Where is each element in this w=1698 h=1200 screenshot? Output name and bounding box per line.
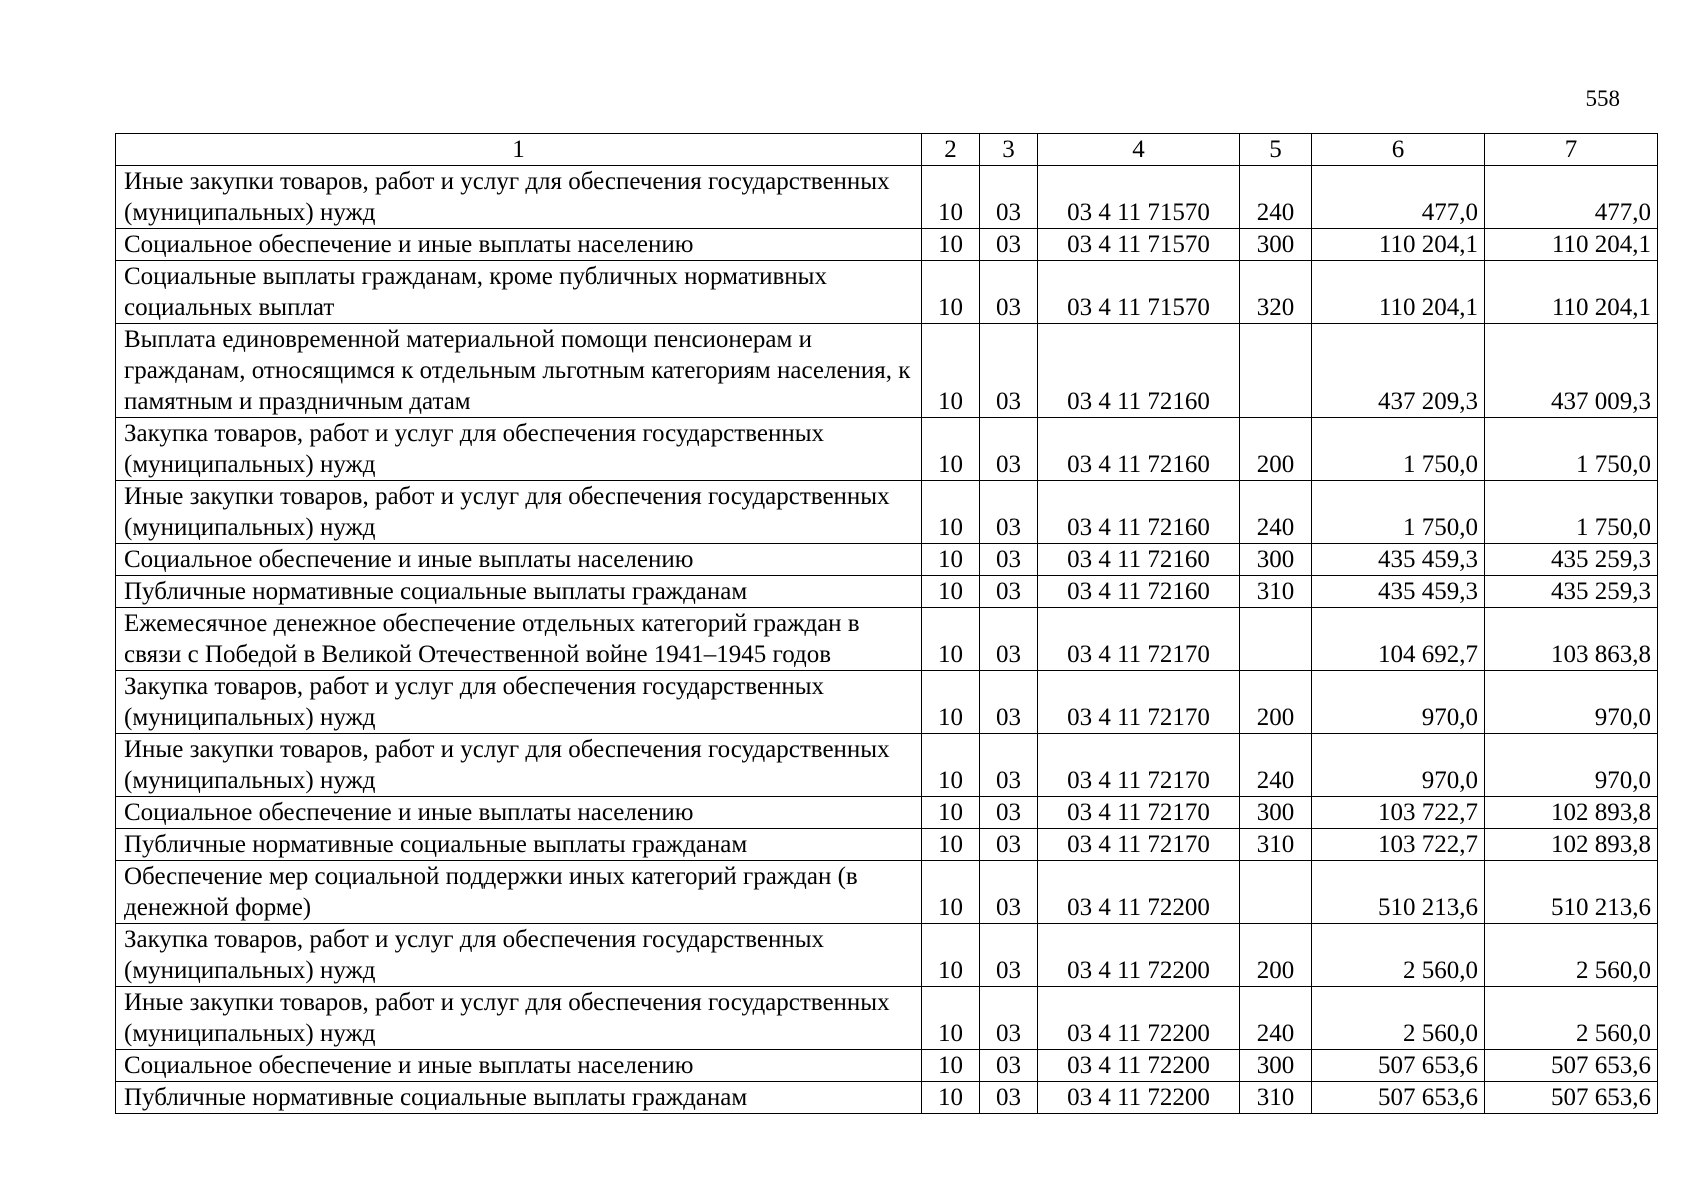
row-expense-type: 310 xyxy=(1240,576,1312,608)
page-number: 558 xyxy=(1585,86,1620,111)
row-name: Иные закупки товаров, работ и услуг для обеспечения государственных (муниципальных) нужд xyxy=(116,987,922,1050)
table-row xyxy=(116,829,1658,861)
table-row xyxy=(116,418,1658,481)
row-target-code: 03 4 11 72160 xyxy=(1038,481,1240,544)
row-section: 10 xyxy=(922,481,980,544)
row-expense-type: 310 xyxy=(1240,1082,1312,1114)
row-name: Социальное обеспечение и иные выплаты населению xyxy=(116,229,922,261)
row-amount-col7: 103 863,8 xyxy=(1485,608,1658,671)
row-section: 10 xyxy=(922,418,980,481)
row-subsection: 03 xyxy=(980,829,1038,861)
table-row xyxy=(116,229,1658,261)
row-amount-col7: 110 204,1 xyxy=(1485,261,1658,324)
row-name: Социальные выплаты гражданам, кроме публичных нормативных социальных выплат xyxy=(116,261,922,324)
row-amount-col6: 103 722,7 xyxy=(1312,797,1485,829)
row-amount-col6: 1 750,0 xyxy=(1312,481,1485,544)
row-amount-col7: 1 750,0 xyxy=(1485,481,1658,544)
row-name: Закупка товаров, работ и услуг для обеспечения государственных (муниципальных) нужд xyxy=(116,924,922,987)
row-section: 10 xyxy=(922,166,980,229)
row-target-code: 03 4 11 72200 xyxy=(1038,1082,1240,1114)
table-row xyxy=(116,261,1658,324)
row-target-code: 03 4 11 72200 xyxy=(1038,987,1240,1050)
row-amount-col7: 510 213,6 xyxy=(1485,861,1658,924)
row-section: 10 xyxy=(922,1082,980,1114)
row-name: Иные закупки товаров, работ и услуг для обеспечения государственных (муниципальных) нужд xyxy=(116,734,922,797)
row-section: 10 xyxy=(922,1050,980,1082)
row-name: Публичные нормативные социальные выплаты гражданам xyxy=(116,576,922,608)
row-name: Закупка товаров, работ и услуг для обеспечения государственных (муниципальных) нужд xyxy=(116,418,922,481)
row-expense-type: 300 xyxy=(1240,1050,1312,1082)
row-target-code: 03 4 11 71570 xyxy=(1038,166,1240,229)
row-amount-col7: 435 259,3 xyxy=(1485,576,1658,608)
row-amount-col6: 437 209,3 xyxy=(1312,324,1485,418)
row-target-code: 03 4 11 71570 xyxy=(1038,229,1240,261)
row-amount-col7: 437 009,3 xyxy=(1485,324,1658,418)
row-amount-col7: 970,0 xyxy=(1485,671,1658,734)
row-name: Публичные нормативные социальные выплаты гражданам xyxy=(116,1082,922,1114)
row-amount-col6: 435 459,3 xyxy=(1312,544,1485,576)
row-section: 10 xyxy=(922,861,980,924)
row-section: 10 xyxy=(922,229,980,261)
row-amount-col6: 2 560,0 xyxy=(1312,987,1485,1050)
row-expense-type: 240 xyxy=(1240,987,1312,1050)
column-header-7: 7 xyxy=(1485,134,1658,166)
table-row xyxy=(116,671,1658,734)
table-row xyxy=(116,324,1658,418)
row-section: 10 xyxy=(922,324,980,418)
row-expense-type xyxy=(1240,861,1312,924)
row-amount-col7: 110 204,1 xyxy=(1485,229,1658,261)
row-section: 10 xyxy=(922,576,980,608)
row-amount-col6: 2 560,0 xyxy=(1312,924,1485,987)
budget-table xyxy=(115,133,1658,1114)
table-row xyxy=(116,576,1658,608)
row-expense-type: 240 xyxy=(1240,481,1312,544)
row-name: Публичные нормативные социальные выплаты гражданам xyxy=(116,829,922,861)
row-expense-type: 240 xyxy=(1240,734,1312,797)
row-target-code: 03 4 11 72160 xyxy=(1038,576,1240,608)
column-header-2: 2 xyxy=(922,134,980,166)
row-expense-type: 300 xyxy=(1240,544,1312,576)
row-expense-type: 320 xyxy=(1240,261,1312,324)
row-amount-col7: 970,0 xyxy=(1485,734,1658,797)
row-amount-col7: 102 893,8 xyxy=(1485,829,1658,861)
row-expense-type: 200 xyxy=(1240,924,1312,987)
row-name: Социальное обеспечение и иные выплаты населению xyxy=(116,1050,922,1082)
row-subsection: 03 xyxy=(980,544,1038,576)
row-subsection: 03 xyxy=(980,576,1038,608)
row-section: 10 xyxy=(922,797,980,829)
row-amount-col7: 1 750,0 xyxy=(1485,418,1658,481)
row-subsection: 03 xyxy=(980,734,1038,797)
row-name: Закупка товаров, работ и услуг для обеспечения государственных (муниципальных) нужд xyxy=(116,671,922,734)
row-amount-col6: 507 653,6 xyxy=(1312,1050,1485,1082)
header-row xyxy=(116,134,1658,166)
row-expense-type: 240 xyxy=(1240,166,1312,229)
row-amount-col7: 477,0 xyxy=(1485,166,1658,229)
row-amount-col6: 510 213,6 xyxy=(1312,861,1485,924)
row-subsection: 03 xyxy=(980,166,1038,229)
row-amount-col6: 103 722,7 xyxy=(1312,829,1485,861)
row-subsection: 03 xyxy=(980,261,1038,324)
row-expense-type xyxy=(1240,324,1312,418)
row-subsection: 03 xyxy=(980,987,1038,1050)
row-amount-col6: 970,0 xyxy=(1312,671,1485,734)
row-expense-type: 300 xyxy=(1240,229,1312,261)
row-subsection: 03 xyxy=(980,324,1038,418)
row-target-code: 03 4 11 72160 xyxy=(1038,418,1240,481)
table-row xyxy=(116,481,1658,544)
table-row xyxy=(116,861,1658,924)
row-subsection: 03 xyxy=(980,671,1038,734)
column-header-3: 3 xyxy=(980,134,1038,166)
row-section: 10 xyxy=(922,261,980,324)
row-amount-col6: 110 204,1 xyxy=(1312,261,1485,324)
table-row xyxy=(116,544,1658,576)
row-amount-col6: 110 204,1 xyxy=(1312,229,1485,261)
row-section: 10 xyxy=(922,924,980,987)
row-name: Обеспечение мер социальной поддержки иных категорий граждан (в денежной форме) xyxy=(116,861,922,924)
row-target-code: 03 4 11 72160 xyxy=(1038,324,1240,418)
row-target-code: 03 4 11 72170 xyxy=(1038,829,1240,861)
row-expense-type xyxy=(1240,608,1312,671)
row-target-code: 03 4 11 72170 xyxy=(1038,797,1240,829)
row-target-code: 03 4 11 72200 xyxy=(1038,861,1240,924)
table-row xyxy=(116,1082,1658,1114)
row-subsection: 03 xyxy=(980,418,1038,481)
row-subsection: 03 xyxy=(980,229,1038,261)
row-expense-type: 200 xyxy=(1240,418,1312,481)
row-section: 10 xyxy=(922,987,980,1050)
row-subsection: 03 xyxy=(980,481,1038,544)
row-amount-col6: 1 750,0 xyxy=(1312,418,1485,481)
row-section: 10 xyxy=(922,544,980,576)
row-subsection: 03 xyxy=(980,861,1038,924)
row-subsection: 03 xyxy=(980,1082,1038,1114)
row-section: 10 xyxy=(922,829,980,861)
row-section: 10 xyxy=(922,671,980,734)
table-row xyxy=(116,924,1658,987)
table-row xyxy=(116,166,1658,229)
table-row xyxy=(116,608,1658,671)
table-header xyxy=(116,134,1658,166)
row-section: 10 xyxy=(922,608,980,671)
row-amount-col7: 507 653,6 xyxy=(1485,1050,1658,1082)
row-amount-col7: 2 560,0 xyxy=(1485,924,1658,987)
row-target-code: 03 4 11 72160 xyxy=(1038,544,1240,576)
table-row xyxy=(116,1050,1658,1082)
column-header-4: 4 xyxy=(1038,134,1240,166)
row-subsection: 03 xyxy=(980,1050,1038,1082)
table-row xyxy=(116,987,1658,1050)
row-name: Иные закупки товаров, работ и услуг для обеспечения государственных (муниципальных) нужд xyxy=(116,481,922,544)
row-subsection: 03 xyxy=(980,797,1038,829)
row-amount-col7: 102 893,8 xyxy=(1485,797,1658,829)
row-amount-col6: 507 653,6 xyxy=(1312,1082,1485,1114)
row-target-code: 03 4 11 72200 xyxy=(1038,924,1240,987)
column-header-1: 1 xyxy=(116,134,922,166)
row-subsection: 03 xyxy=(980,608,1038,671)
row-amount-col6: 435 459,3 xyxy=(1312,576,1485,608)
table-row xyxy=(116,734,1658,797)
row-amount-col7: 507 653,6 xyxy=(1485,1082,1658,1114)
row-amount-col7: 2 560,0 xyxy=(1485,987,1658,1050)
row-amount-col6: 970,0 xyxy=(1312,734,1485,797)
row-name: Ежемесячное денежное обеспечение отдельных категорий граждан в связи с Победой в Великой Отечественной войне 1941–1945 годов xyxy=(116,608,922,671)
row-expense-type: 310 xyxy=(1240,829,1312,861)
row-target-code: 03 4 11 72170 xyxy=(1038,734,1240,797)
row-name: Выплата единовременной материальной помощи пенсионерам и гражданам, относящимся к отдельным льготным категориям населения, к памятным и праздничным датам xyxy=(116,324,922,418)
column-header-6: 6 xyxy=(1312,134,1485,166)
row-subsection: 03 xyxy=(980,924,1038,987)
row-amount-col6: 477,0 xyxy=(1312,166,1485,229)
table-body xyxy=(116,166,1658,1114)
column-header-5: 5 xyxy=(1240,134,1312,166)
row-target-code: 03 4 11 71570 xyxy=(1038,261,1240,324)
row-expense-type: 300 xyxy=(1240,797,1312,829)
table-row xyxy=(116,797,1658,829)
row-target-code: 03 4 11 72170 xyxy=(1038,671,1240,734)
row-amount-col6: 104 692,7 xyxy=(1312,608,1485,671)
row-section: 10 xyxy=(922,734,980,797)
row-name: Социальное обеспечение и иные выплаты населению xyxy=(116,544,922,576)
row-name: Иные закупки товаров, работ и услуг для обеспечения государственных (муниципальных) нужд xyxy=(116,166,922,229)
row-expense-type: 200 xyxy=(1240,671,1312,734)
row-target-code: 03 4 11 72200 xyxy=(1038,1050,1240,1082)
row-name: Социальное обеспечение и иные выплаты населению xyxy=(116,797,922,829)
row-amount-col7: 435 259,3 xyxy=(1485,544,1658,576)
row-target-code: 03 4 11 72170 xyxy=(1038,608,1240,671)
